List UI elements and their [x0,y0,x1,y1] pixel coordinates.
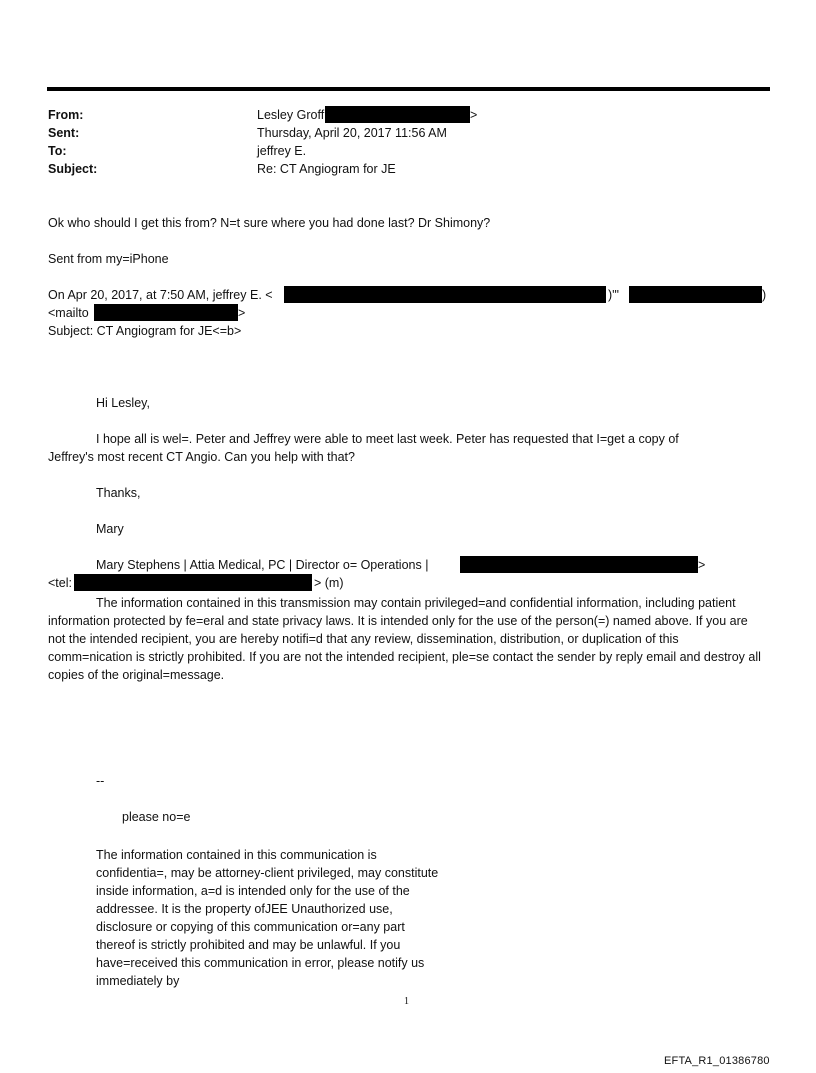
signature-line: Mary Stephens | Attia Medical, PC | Director o= Operations | [96,558,429,572]
redaction-box [284,286,606,303]
page-number: 1 [404,996,409,1007]
redaction-box [460,556,698,573]
quote-mailto: <mailto [48,306,89,320]
subject-label: Subject: [48,162,98,176]
document-id: EFTA_R1_01386780 [664,1055,770,1067]
sent-value: Thursday, April 20, 2017 11:56 AM [257,126,447,140]
please-note: please no=e [122,810,191,824]
from-tail: > [470,108,478,122]
dashes: -- [96,774,105,788]
redaction-box [94,304,238,321]
tel-tail: > (m) [314,576,344,590]
sender-name: Mary [96,522,124,536]
to-value: jeffrey E. [257,144,307,158]
tel-prefix: <tel: [48,576,72,590]
sent-label: Sent: [48,126,80,140]
header-rule [47,87,770,91]
message-line-1: I hope all is wel=. Peter and Jeffrey were able to meet last week. Peter has requested that I=get a copy of [96,432,679,446]
disclaimer-paragraph: The information contained in this transmission may contain privileged=and confidential information, including patient information protected by fe=eral and state privacy laws. It is intended only for the use of the person(=) named above. If you are not the intended recipient, you are hereby notifi=d that any review, dissemination, distribution, or duplication of this comm=nication is strictly prohibited. If you are not the intended recipient, ple=se contact the sender by reply email and destroy all copies of the original=message. [48,596,761,682]
redaction-box [325,106,470,123]
quote-header-line: On Apr 20, 2017, at 7:50 AM, jeffrey E. < [48,288,273,302]
reply-line: Ok who should I get this from? N=t sure where you had done last? Dr Shimony? [48,216,491,230]
thanks: Thanks, [96,486,141,500]
quote-mailto-tail: > [238,306,246,320]
from-label: From: [48,108,84,122]
message-line-2: Jeffrey's most recent CT Angio. Can you help with that? [48,450,355,464]
subject-value: Re: CT Angiogram for JE [257,162,396,176]
greeting: Hi Lesley, [96,396,150,410]
confidentiality-notice: The information contained in this communication is confidentia=, may be attorney-client privileged, may constitute inside information, a=d is intended only for the use of the addressee. It is the property ofJEE Unauthorized use, disclosure or copying of this communication or=any part thereof is strictly prohibited and may be unlawful. If you have=received this communication in error, please notify us immediately by [96,848,439,988]
from-value: Lesley Groff [257,108,325,122]
redaction-box [74,574,312,591]
sent-from-line: Sent from my=iPhone [48,252,169,266]
signature-tail: > [698,558,706,572]
quote-header-tail: ) [762,288,767,302]
to-label: To: [48,144,67,158]
quote-subject: Subject: CT Angiogram for JE<=b> [48,324,242,338]
redaction-box [629,286,762,303]
quote-header-mid: )'" [608,288,619,302]
